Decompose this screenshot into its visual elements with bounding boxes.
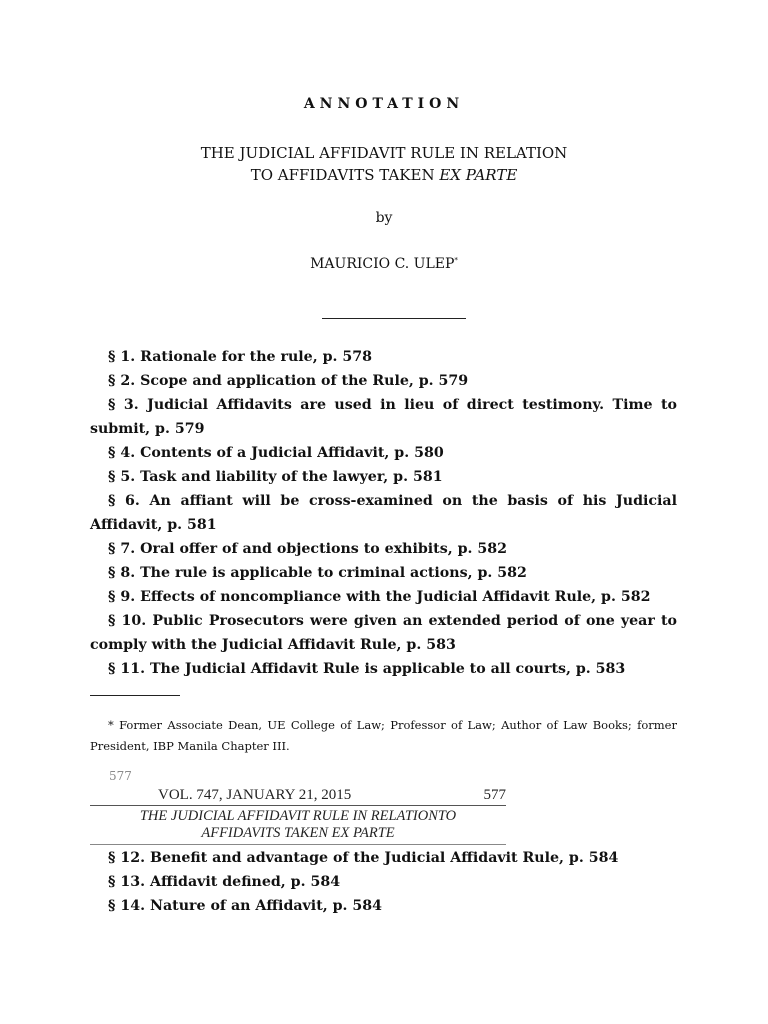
toc-item: § 8. The rule is applicable to criminal actions, p. 582 <box>108 565 527 581</box>
toc-item: § 5. Task and liability of the lawyer, p. 581 <box>108 469 443 485</box>
running-head-page-number: 577 <box>483 787 506 803</box>
article-title-line2-text: TO AFFIDAVITS TAKEN <box>250 166 440 184</box>
page-marker: 577 <box>109 769 132 783</box>
annotation-heading: ANNOTATION <box>303 96 465 112</box>
toc-item: § 1. Rationale for the rule, p. 578 <box>108 349 372 365</box>
toc-item: § 13. Affidavit defined, p. 584 <box>108 874 341 890</box>
article-title <box>0 142 768 186</box>
running-head <box>90 787 506 806</box>
toc-item: § 2. Scope and application of the Rule, p. 579 <box>108 373 469 389</box>
toc-item: § 11. The Judicial Affidavit Rule is applicable to all courts, p. 583 <box>108 661 626 677</box>
footnote: * Former Associate Dean, UE College of Law; Professor of Law; Author of Law Books; former President, IBP Manila Chapter III. <box>90 718 677 753</box>
volume-line: VOL. 747, JANUARY 21, 2015 <box>158 787 352 803</box>
toc-item: § 3. Judicial Affidavits are used in lieu of direct testimony. Time to submit, p. 579 <box>90 397 677 437</box>
toc-item: § 14. Nature of an Affidavit, p. 584 <box>108 898 383 914</box>
toc-item: § 9. Effects of noncompliance with the Judicial Affidavit Rule, p. 582 <box>108 589 651 605</box>
author-name <box>0 256 768 272</box>
toc-item: § 7. Oral offer of and objections to exhibits, p. 582 <box>108 541 508 557</box>
author-text: MAURICIO C. ULEP <box>310 256 455 272</box>
article-title-line2 <box>0 164 768 186</box>
article-title-italic: EX PARTE <box>439 166 518 184</box>
running-title-line2: AFFIDAVITS TAKEN EX PARTE <box>201 825 395 841</box>
table-of-contents <box>90 345 677 681</box>
author-footnote-mark: * <box>454 256 458 265</box>
running-title-line1: THE JUDICIAL AFFIDAVIT RULE IN RELATIONTO <box>139 808 457 824</box>
article-title-line1: THE JUDICIAL AFFIDAVIT RULE IN RELATION <box>200 144 568 162</box>
toc-item: § 4. Contents of a Judicial Affidavit, p. 580 <box>108 445 444 461</box>
footnote-divider <box>90 695 180 696</box>
toc-item: § 12. Benefit and advantage of the Judicial Affidavit Rule, p. 584 <box>108 850 619 866</box>
title-divider <box>322 318 466 319</box>
toc-item: § 10. Public Prosecutors were given an extended period of one year to comply with the Judicial Affidavit Rule, p. 583 <box>90 613 677 653</box>
running-title <box>90 808 506 845</box>
table-of-contents-continued <box>90 846 677 918</box>
toc-item: § 6. An affiant will be cross-examined on the basis of his Judicial Affidavit, p. 581 <box>90 493 677 533</box>
by-line: by <box>375 210 393 226</box>
